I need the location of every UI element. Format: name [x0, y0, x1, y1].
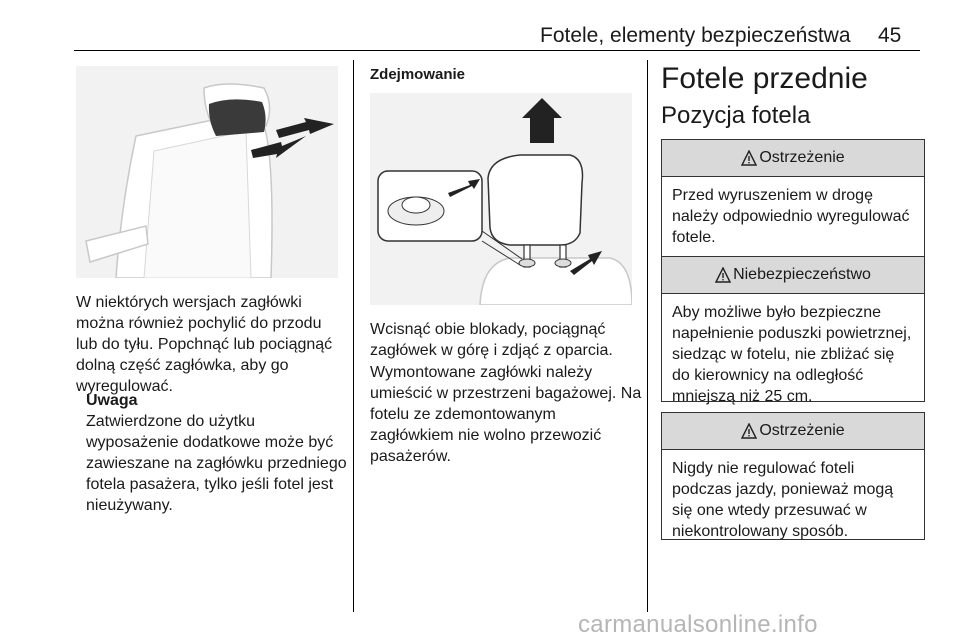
- removal-heading: Zdejmowanie: [370, 66, 466, 83]
- section-subtitle: Pozycja fotela: [661, 102, 811, 129]
- storage-paragraph: Wymontowane zagłówki należy umieścić w przestrzeni bagażowej. Na fotelu ze zdemontowanym zagłówkiem nie wolno przewozić pasażerów.: [370, 364, 642, 465]
- danger-box-header: [662, 257, 924, 294]
- column-divider-left: [353, 60, 354, 612]
- warning-box-header: [662, 413, 924, 450]
- warning-box-header: [662, 140, 924, 177]
- warning-triangle-icon: [715, 267, 731, 283]
- warning-box-2: [661, 412, 925, 540]
- warning-triangle-icon: [741, 423, 757, 439]
- removal-paragraph: Wcisnąć obie blokady, pociągnąć zagłówek w górę i zdjąć z oparcia.: [370, 321, 613, 359]
- warning-box-label: Ostrzeżenie: [759, 149, 845, 166]
- section-title: Fotele przednie: [661, 62, 868, 95]
- headrest-tilt-illustration: [76, 66, 338, 278]
- page-number: 45: [878, 24, 902, 47]
- note-text: Zatwierdzone do użytku wyposażenie dodatkowe może być zawieszane na zagłówku przedniego fotela pasażera, tylko jeśli fotel jest nieużywany.: [86, 413, 347, 514]
- danger-box-label: Niebezpieczeństwo: [733, 266, 871, 283]
- column-divider-right: [647, 60, 648, 612]
- danger-box: [661, 256, 925, 405]
- header-divider: [74, 50, 920, 51]
- note-block: [86, 390, 348, 516]
- warning-triangle-icon: [741, 150, 757, 166]
- watermark: carmanualsonline.info: [578, 611, 818, 638]
- warning-box-text: Przed wyruszeniem w drogę należy odpowiednio wyregulować fotele.: [672, 187, 910, 246]
- warning-box-label: Ostrzeżenie: [759, 422, 845, 439]
- danger-box-text: Aby możliwe było bezpieczne napełnienie poduszki powietrznej, siedząc w fotelu, nie zbliżać się do kierownicy na odległość mniejszą niż 25 cm.: [672, 304, 912, 405]
- warning-box-1: [661, 139, 925, 269]
- headrest-removal-illustration: [370, 93, 632, 305]
- tilt-paragraph: W niektórych wersjach zagłówki można również pochylić do przodu lub do tyłu. Popchnąć lub pociągnąć dolną część zagłówka, aby go wyregulować.: [76, 294, 333, 395]
- warning-box-text: Nigdy nie regulować foteli podczas jazdy, ponieważ mogą się one wtedy przesuwać w niekontrolowany sposób.: [672, 460, 894, 540]
- note-title: Uwaga: [86, 392, 138, 409]
- page-header-title: Fotele, elementy bezpieczeństwa: [540, 24, 851, 47]
